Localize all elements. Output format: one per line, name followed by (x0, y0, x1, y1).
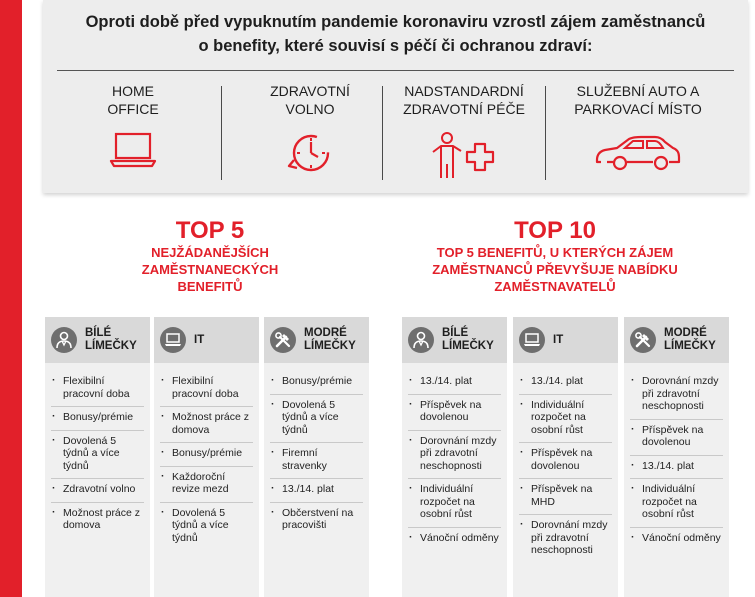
column-label: MODRÉ LÍMEČKY (664, 327, 716, 352)
benefit-list (402, 363, 507, 550)
column-header (154, 317, 259, 363)
benefit-list (264, 363, 369, 538)
top5-heading (60, 218, 360, 295)
divider (57, 70, 734, 71)
separator (382, 86, 383, 180)
column-header (402, 317, 507, 363)
column-label: IT (553, 333, 564, 346)
top10-column-2 (624, 317, 729, 597)
top5-column-1 (154, 317, 259, 597)
list-item: · 13./14. plat (630, 456, 723, 480)
list-item: · Bonusy/prémie (160, 443, 253, 467)
laptop-icon (160, 327, 186, 353)
list-item: · Příspěvek na dovolenou (630, 420, 723, 456)
person-medical-cross-icon (429, 130, 499, 180)
list-item: · Vánoční odměny (408, 528, 501, 551)
top10-heading (395, 218, 715, 295)
list-item: · Každoroční revize mezd (160, 467, 253, 503)
benefit-label: SLUŽEBNÍ AUTO A PARKOVACÍ MÍSTO (574, 83, 702, 117)
list-item: · Individuální rozpočet na osobní růst (519, 395, 612, 444)
tools-icon (270, 327, 296, 353)
top10-column-0 (402, 317, 507, 597)
tools-icon (630, 327, 656, 353)
list-item: · Dorovnání mzdy při zdravotní neschopnosti (630, 371, 723, 420)
list-item: · Dovolená 5 týdnů a více týdnů (51, 431, 144, 480)
benefit-label: HOME OFFICE (107, 83, 159, 117)
list-item: · 13./14. plat (408, 371, 501, 395)
separator (545, 86, 546, 180)
benefit-label: NADSTANDARDNÍ ZDRAVOTNÍ PÉČE (403, 83, 525, 117)
list-item: · Možnost práce z domova (160, 407, 253, 443)
benefit-list (45, 363, 150, 538)
column-header (45, 317, 150, 363)
column-header (624, 317, 729, 363)
white-collar-person-icon (408, 327, 434, 353)
benefit-list (624, 363, 729, 550)
top10-column-1 (513, 317, 618, 597)
list-item: · Možnost práce z domova (51, 503, 144, 538)
column-label: BÍLÉ LÍMEČKY (442, 327, 494, 352)
top5-column-0 (45, 317, 150, 597)
column-header (513, 317, 618, 363)
list-item: · Bonusy/prémie (270, 371, 363, 395)
list-item: · Individuální rozpočet na osobní růst (408, 479, 501, 528)
list-item: · Bonusy/prémie (51, 407, 144, 431)
top10-title: TOP 10 (514, 217, 596, 244)
white-collar-person-icon (51, 327, 77, 353)
car-icon (593, 130, 683, 176)
benefit-list (154, 363, 259, 550)
list-item: · Příspěvek na MHD (519, 479, 612, 515)
top10-subtitle: TOP 5 BENEFITŮ, U KTERÝCH ZÁJEM ZAMĚSTNANCŮ PŘEVYŠUJE NABÍDKU ZAMĚSTNAVATELŮ (432, 245, 678, 294)
list-item: · Zdravotní volno (51, 479, 144, 503)
column-label: BÍLÉ LÍMEČKY (85, 327, 137, 352)
benefit-health-leave (230, 82, 390, 176)
list-item: · Dovolená 5 týdnů a více týdnů (160, 503, 253, 551)
list-item: · Dovolená 5 týdnů a více týdnů (270, 395, 363, 444)
list-item: · Dorovnání mzdy při zdravotní neschopnosti (408, 431, 501, 480)
clock-refresh-icon (285, 130, 335, 176)
headline: Oproti době před vypuknutím pandemie koronaviru vzrostl zájem zaměstnanců o benefity, které souvisí s péčí či ochranou zdraví: (85, 13, 706, 55)
laptop-icon (108, 130, 158, 172)
list-item: · Příspěvek na dovolenou (519, 443, 612, 479)
top5-column-2 (264, 317, 369, 597)
column-label: MODRÉ LÍMEČKY (304, 327, 356, 352)
list-item: · Flexibilní pracovní doba (160, 371, 253, 407)
accent-bar (0, 0, 22, 597)
list-item: · 13./14. plat (519, 371, 612, 395)
benefit-label: ZDRAVOTNÍ VOLNO (270, 83, 350, 117)
summary-panel (43, 0, 748, 193)
list-item: · Firemní stravenky (270, 443, 363, 479)
list-item: · 13./14. plat (270, 479, 363, 503)
benefit-list (513, 363, 618, 563)
list-item: · Příspěvek na dovolenou (408, 395, 501, 431)
list-item: · Dorovnání mzdy při zdravotní neschopnosti (519, 515, 612, 563)
column-header (264, 317, 369, 363)
top5-title: TOP 5 (175, 217, 245, 244)
list-item: · Občerstvení na pracovišti (270, 503, 363, 538)
separator (221, 86, 222, 180)
benefit-home-office (53, 82, 213, 172)
list-item: · Individuální rozpočet na osobní růst (630, 479, 723, 528)
benefit-company-car (548, 82, 728, 176)
list-item: · Vánoční odměny (630, 528, 723, 551)
top5-subtitle: NEJŽÁDANĚJŠÍCH ZAMĚSTNANECKÝCH BENEFITŮ (141, 245, 279, 294)
benefit-premium-care (384, 82, 544, 180)
laptop-icon (519, 327, 545, 353)
list-item: · Flexibilní pracovní doba (51, 371, 144, 407)
column-label: IT (194, 333, 205, 346)
